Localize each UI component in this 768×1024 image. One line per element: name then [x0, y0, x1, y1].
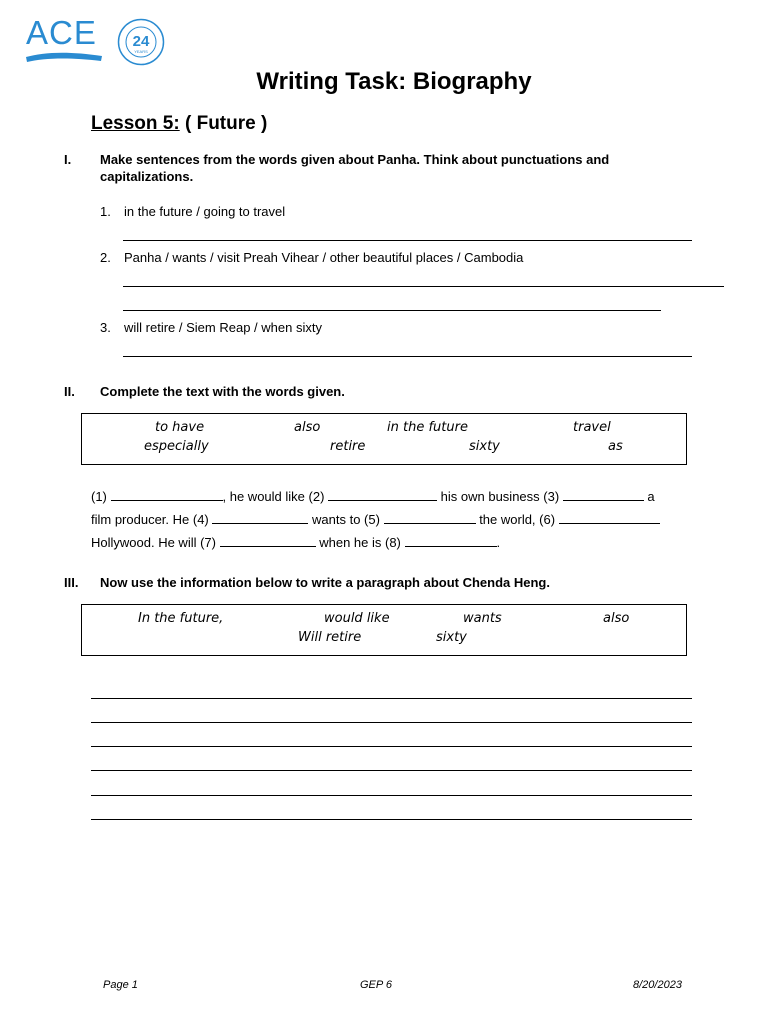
footer-date: 8/20/2023 [633, 979, 682, 991]
answer-line[interactable] [123, 356, 692, 357]
cloze-blank-8[interactable] [405, 534, 497, 547]
svg-text:24: 24 [132, 33, 150, 50]
cloze-text: film producer. He (4) [91, 512, 209, 527]
cloze-text: a [647, 489, 655, 504]
item-3-number: 3. [100, 320, 111, 335]
footer-course: GEP 6 [360, 979, 392, 991]
section-2-instruction: Complete the text with the words given. [100, 384, 345, 399]
answer-line[interactable] [123, 286, 724, 287]
item-1-number: 1. [100, 204, 111, 219]
item-3-prompt: will retire / Siem Reap / when sixty [124, 320, 322, 335]
answer-line[interactable] [123, 240, 692, 241]
ace-logo-text: ACE [26, 14, 97, 51]
word-bank-item: would like [324, 611, 390, 626]
section-3-numeral: III. [64, 575, 79, 590]
section-1-instruction: Make sentences from the words given about Panha. Think about punctuations and capitalizations. [100, 152, 610, 184]
cloze-text: (1) [91, 489, 107, 504]
word-bank-item: also [603, 611, 630, 626]
item-2-number: 2. [100, 250, 111, 265]
word-bank-item: wants [463, 611, 502, 626]
word-bank-item: to have [155, 420, 205, 435]
cloze-text: his own business (3) [440, 489, 560, 504]
word-bank-item: retire [330, 439, 366, 454]
word-bank-item: sixty [436, 630, 467, 645]
cloze-text: , he would like (2) [222, 489, 325, 504]
writing-line[interactable] [91, 795, 692, 796]
cloze-line-3 [91, 534, 500, 550]
writing-line[interactable] [91, 722, 692, 723]
word-bank-item: especially [144, 439, 209, 454]
cloze-blank-1[interactable] [111, 488, 223, 501]
cloze-blank-2[interactable] [328, 488, 437, 501]
answer-line[interactable] [123, 310, 661, 311]
writing-line[interactable] [91, 770, 692, 771]
cloze-line-1 [91, 488, 655, 504]
writing-line[interactable] [91, 746, 692, 747]
section-1-numeral: I. [64, 152, 72, 167]
cloze-text: wants to (5) [312, 512, 380, 527]
word-bank-item: travel [573, 420, 611, 435]
cloze-text: Hollywood. He will (7) [91, 535, 216, 550]
word-bank-item: sixty [469, 439, 500, 454]
page-title: Writing Task: Biography [256, 68, 532, 95]
lesson-heading [91, 113, 267, 135]
cloze-blank-7[interactable] [220, 534, 316, 547]
cloze-blank-6[interactable] [559, 511, 660, 524]
cloze-text: when he is (8) [319, 535, 401, 550]
svg-text:YEARS: YEARS [134, 49, 148, 54]
word-bank-item: as [608, 439, 623, 454]
anniversary-seal-icon [117, 18, 165, 66]
writing-line[interactable] [91, 698, 692, 699]
cloze-text: . [496, 535, 501, 550]
word-bank-item: Will retire [298, 630, 362, 645]
cloze-text: the world, (6) [479, 512, 556, 527]
word-bank-box [81, 604, 687, 656]
item-1-prompt: in the future / going to travel [124, 204, 286, 219]
word-bank-item: In the future, [138, 611, 224, 626]
section-3-instruction: Now use the information below to write a paragraph about Chenda Heng. [100, 575, 550, 590]
cloze-blank-5[interactable] [384, 511, 476, 524]
word-bank-box [81, 413, 687, 465]
cloze-line-2 [91, 511, 660, 527]
word-bank-item: in the future [387, 420, 468, 435]
cloze-blank-3[interactable] [563, 488, 644, 501]
cloze-blank-4[interactable] [212, 511, 308, 524]
section-2-numeral: II. [64, 384, 75, 399]
writing-line[interactable] [91, 819, 692, 820]
logo-swoosh-icon [24, 48, 104, 64]
lesson-topic: ( Future ) [184, 113, 268, 134]
footer-page-number: Page 1 [103, 979, 138, 991]
item-2-prompt: Panha / wants / visit Preah Vihear / other beautiful places / Cambodia [124, 250, 524, 265]
lesson-label: Lesson 5: [91, 113, 180, 134]
word-bank-item: also [294, 420, 321, 435]
